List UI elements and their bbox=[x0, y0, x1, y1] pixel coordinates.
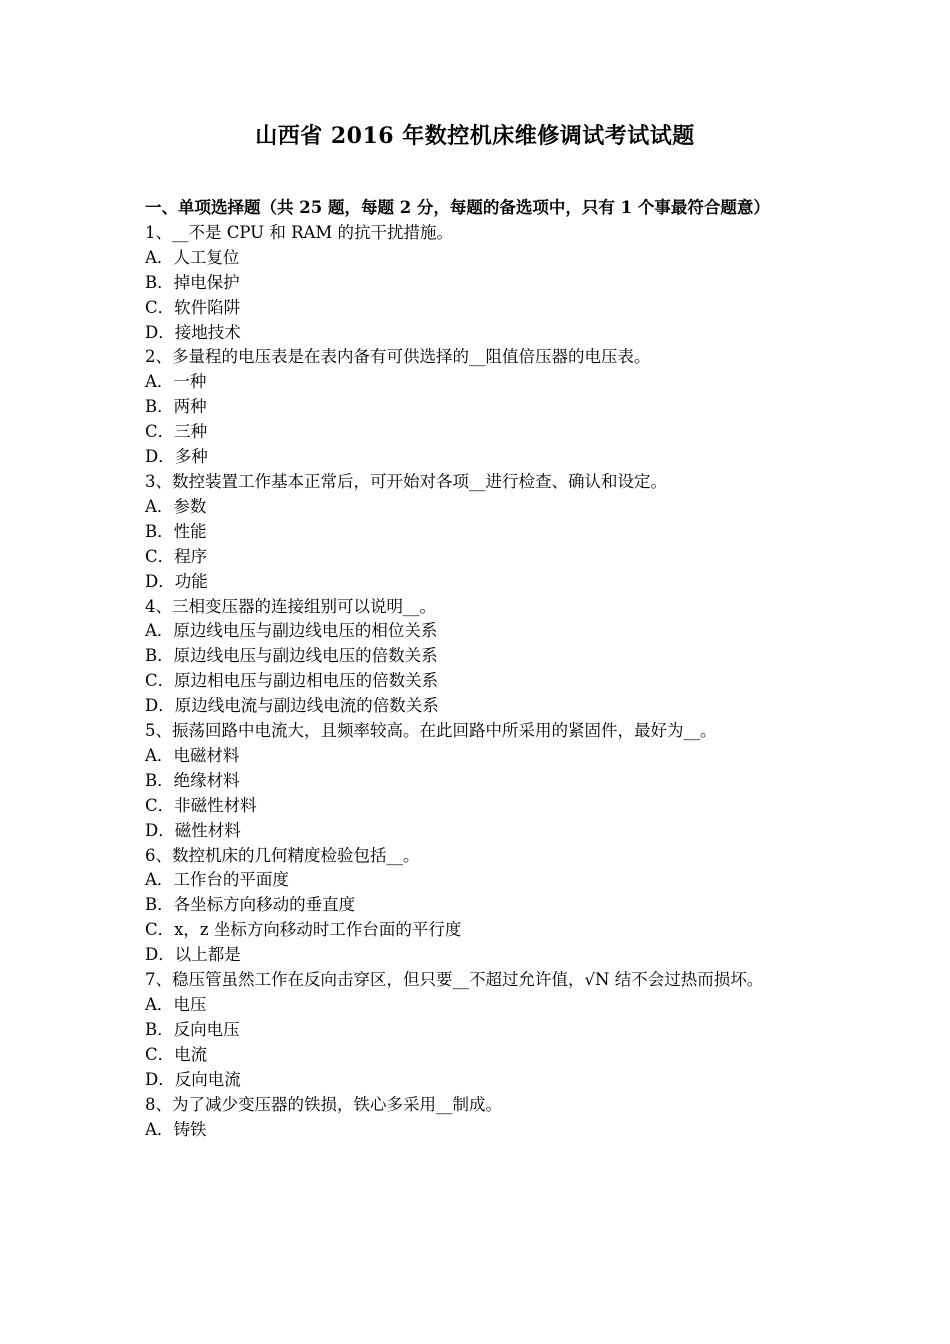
option-3c: C．程序 bbox=[145, 546, 208, 566]
option-5d: D．磁性材料 bbox=[145, 820, 241, 840]
option-1b: B．掉电保护 bbox=[145, 272, 240, 292]
option-1c: C．软件陷阱 bbox=[145, 297, 241, 317]
option-7d: D．反向电流 bbox=[145, 1069, 241, 1089]
option-7b: B．反向电压 bbox=[145, 1019, 240, 1039]
question-2: 2、多量程的电压表是在表内备有可供选择的__阻值倍压器的电压表。 bbox=[145, 347, 651, 367]
option-2d: D．多种 bbox=[145, 447, 208, 467]
question-7: 7、稳压管虽然工作在反向击穿区，但只要__不超过允许值，√N 结不会过热而损坏。 bbox=[145, 970, 764, 990]
option-3d: D．功能 bbox=[145, 571, 208, 591]
option-4b: B．原边线电压与副边线电压的倍数关系 bbox=[145, 646, 438, 666]
option-5c: C．非磁性材料 bbox=[145, 795, 257, 815]
option-5a: A．电磁材料 bbox=[145, 745, 240, 765]
option-3b: B．性能 bbox=[145, 521, 207, 541]
option-8a: A．铸铁 bbox=[145, 1119, 207, 1139]
option-3a: A．参数 bbox=[145, 496, 207, 516]
option-2c: C．三种 bbox=[145, 422, 208, 442]
question-5: 5、振荡回路中电流大，且频率较高。在此回路中所采用的紧固件，最好为__。 bbox=[145, 721, 717, 741]
option-6c: C．x，z 坐标方向移动时工作台面的平行度 bbox=[145, 920, 462, 940]
option-6a: A．工作台的平面度 bbox=[145, 870, 289, 890]
option-6d: D．以上都是 bbox=[145, 945, 241, 965]
option-4c: C．原边相电压与副边相电压的倍数关系 bbox=[145, 671, 439, 691]
option-2a: A．一种 bbox=[145, 372, 207, 392]
option-4a: A．原边线电压与副边线电压的相位关系 bbox=[145, 621, 438, 641]
document-body bbox=[145, 196, 810, 1142]
option-5b: B．绝缘材料 bbox=[145, 770, 240, 790]
section-heading: 一、单项选择题（共 25 题，每题 2 分，每题的备选项中，只有 1 个事最符合题意） bbox=[145, 198, 770, 217]
option-7c: C．电流 bbox=[145, 1044, 208, 1064]
question-8: 8、为了减少变压器的铁损，铁心多采用__制成。 bbox=[145, 1094, 502, 1114]
question-1: 1、__不是 CPU 和 RAM 的抗干扰措施。 bbox=[145, 222, 454, 242]
document-title: 山西省 2016 年数控机床维修调试考试试题 bbox=[255, 123, 695, 149]
question-6: 6、数控机床的几何精度检验包括__。 bbox=[145, 845, 420, 865]
question-4: 4、三相变压器的连接组别可以说明__。 bbox=[145, 596, 436, 616]
question-3: 3、数控装置工作基本正常后，可开始对各项__进行检查、确认和设定。 bbox=[145, 471, 667, 491]
option-1d: D．接地技术 bbox=[145, 322, 241, 342]
option-1a: A．人工复位 bbox=[145, 247, 240, 267]
option-6b: B．各坐标方向移动的垂直度 bbox=[145, 895, 356, 915]
option-7a: A．电压 bbox=[145, 995, 207, 1014]
option-2b: B．两种 bbox=[145, 397, 207, 417]
option-4d: D．原边线电流与副边线电流的倍数关系 bbox=[145, 696, 439, 716]
